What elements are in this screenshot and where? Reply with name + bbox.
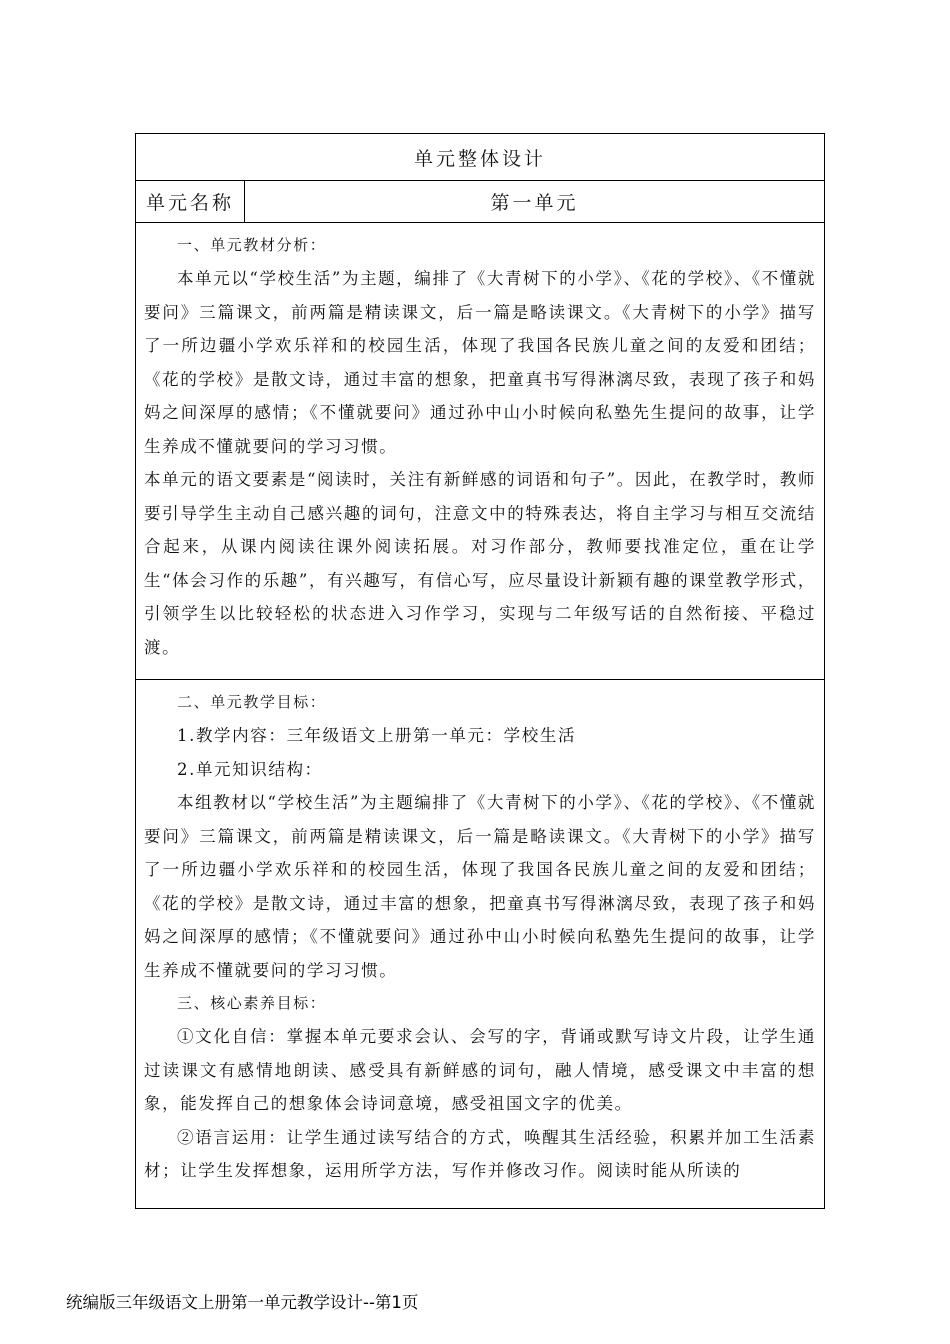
section-heading-goals: 二、单元教学目标： [177, 693, 327, 711]
literacy-paragraph-1: ①文化自信：掌握本单元要求会认、会写的字，背诵或默写诗文片段，让学生通过读课文有感情地朗读、感受具有新鲜感的词句，融人情境，感受课文中丰富的想象，能发挥自己的想象体会诗词意境，感受祖国文字的优美。 [144, 1027, 816, 1113]
literacy-paragraph-2: ②语言运用：让学生通过读写结合的方式，唤醒其生活经验，积累并加工生活素材；让学生发挥想象，运用所学方法，写作并修改习作。阅读时能从所读的 [144, 1127, 816, 1180]
goal-item-content: 1.教学内容：三年级语文上册第一单元：学校生活 [177, 726, 577, 745]
table-title: 单元整体设计 [136, 134, 824, 181]
analysis-paragraph-2: 本单元的语文要素是“阅读时，关注有新鲜感的词语和句子”。因此，在教学时，教师要引导学生主动自己感兴趣的词句，注意文中的特殊表达，将自主学习与相互交流结合起来，从课内阅读往课外阅读拓展。对习作部分，教师要找准定位，重在让学生“体会习作的乐趣”，有兴趣写，有信心写，应尽量设计新颖有趣的课堂教学形式，引领学生以比较轻松的状态进入习作学习，实现与二年级写话的自然衔接、平稳过渡。 [144, 470, 816, 657]
goal-item-structure: 2.单元知识结构： [177, 759, 323, 779]
textbook-analysis-cell [136, 223, 824, 680]
section-heading-literacy: 三、核心素养目标： [177, 994, 327, 1012]
unit-name-value: 第一单元 [490, 192, 579, 214]
page-footer: 统编版三年级语文上册第一单元教学设计--第1页 [66, 1293, 419, 1312]
unit-name-label: 单元名称 [136, 181, 245, 222]
unit-design-table [135, 133, 825, 1209]
section-heading-analysis: 一、单元教材分析： [177, 236, 327, 254]
teaching-goals-cell [136, 680, 824, 1208]
analysis-paragraph-1: 本单元以“学校生活”为主题，编排了《大青树下的小学》、《花的学校》、《不懂就要问》三篇课文，前两篇是精读课文，后一篇是略读课文。《大青树下的小学》描写了一所边疆小学欢乐祥和的校园生活，体现了我国各民族儿童之间的友爱和团结；《花的学校》是散文诗，通过丰富的想象，把童真书写得淋漓尽致，表现了孩子和妈妈之间深厚的感情；《不懂就要问》通过孙中山小时候向私塾先生提问的故事，让学生养成不懂就要问的学习习惯。 [144, 269, 816, 456]
unit-name-row [136, 181, 824, 223]
structure-paragraph: 本组教材以“学校生活”为主题编排了《大青树下的小学》、《花的学校》、《不懂就要问》三篇课文，前两篇是精读课文，后一篇是略读课文。《大青树下的小学》描写了一所边疆小学欢乐祥和的校园生活，体现了我国各民族儿童之间的友爱和团结；《花的学校》是散文诗，通过丰富的想象，把童真书写得淋漓尽致，表现了孩子和妈妈之间深厚的感情；《不懂就要问》通过孙中山小时候向私塾先生提问的故事，让学生养成不懂就要问的学习习惯。 [144, 793, 816, 980]
